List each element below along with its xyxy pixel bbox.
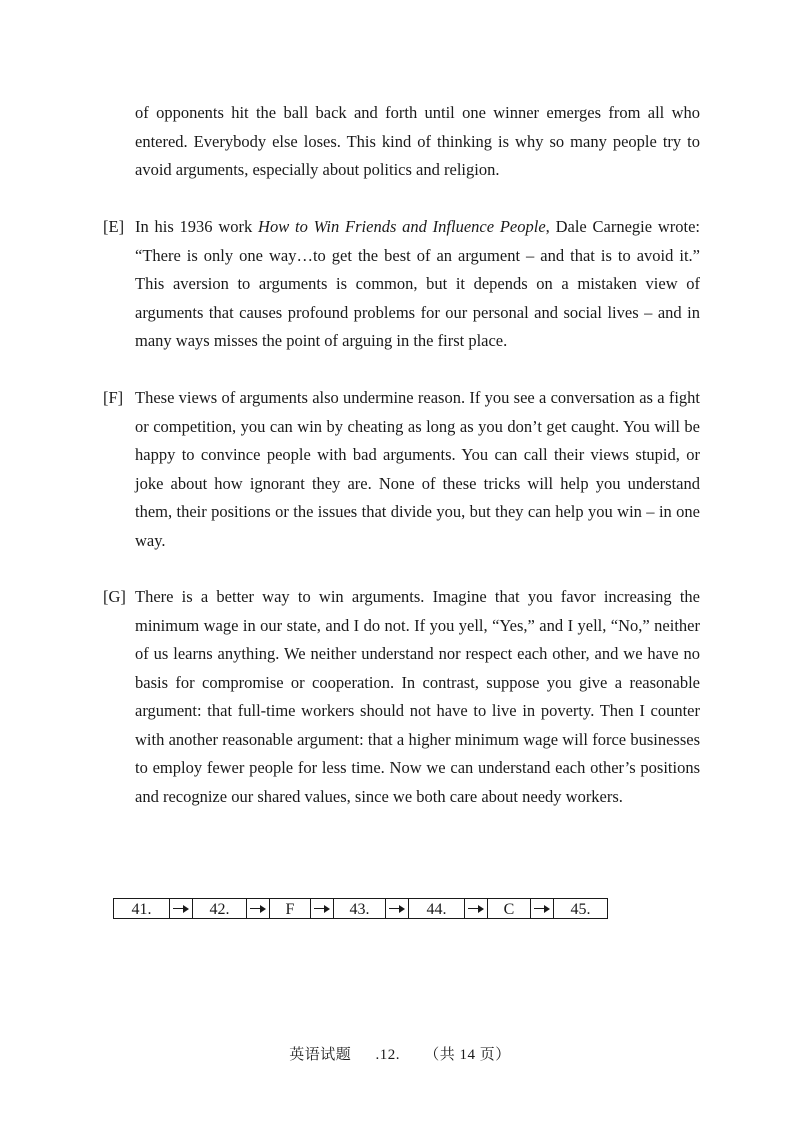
sequence-box-44: 44.: [408, 898, 465, 919]
arrow-icon: [247, 898, 269, 919]
paragraph-g: [103, 583, 700, 811]
paragraph-f: [103, 384, 700, 555]
book-title: How to Win Friends and Influence People: [258, 217, 546, 236]
footer-subject: 英语试题: [289, 1047, 352, 1063]
arrow-icon: [386, 898, 408, 919]
sequence-box-45: 45.: [553, 898, 608, 919]
arrow-icon: [170, 898, 192, 919]
sequence-box-41: 41.: [113, 898, 170, 919]
sequence-box-c: C: [487, 898, 531, 919]
paragraph-g-text: There is a better way to win arguments. Imagine that you favor increasing the minimum wage in our state, and I do not. If you yell, “Yes,” and I yell, “No,” neither of us learns anything. We neither understand nor respect each other, and we have no basis for compromise or cooperation. In contrast, suppose you give a reasonable argument: that full-time workers should not have to live in poverty. Then I counter with another reasonable argument: that a higher minimum wage will force businesses to employ fewer people for less time. Now we can understand each other’s positions and recognize our shared values, since we both care about needy workers.: [135, 587, 700, 806]
paragraph-order-sequence: [113, 898, 608, 919]
paragraph-e-tag: [E]: [103, 217, 125, 236]
arrow-icon: [311, 898, 333, 919]
sequence-box-43: 43.: [333, 898, 386, 919]
sequence-box-f: F: [269, 898, 311, 919]
paragraph-f-tag: [F]: [103, 388, 124, 407]
paragraph-f-text: These views of arguments also undermine reason. If you see a conversation as a fight or competition, you can win by cheating as long as you don’t get caught. You will be happy to convince people with bad arguments. You can call their views stupid, or joke about how ignorant they are. None of these tricks will help you understand them, their positions or the issues that divide you, but they can help you win – in one way.: [135, 388, 700, 550]
arrow-icon: [465, 898, 487, 919]
paragraph-g-tag: [G]: [103, 587, 126, 606]
paragraph-e-text-end: , Dale Carnegie wrote: “There is only one way…to get the best of an argument – and that is to avoid it.” This aversion to arguments is common, but it depends on a mistaken view of arguments that causes profound problems for our personal and social lives – and in many ways misses the point of arguing in the first place.: [135, 217, 700, 350]
paragraph-continuation-text: of opponents hit the ball back and forth until one winner emerges from all who entered. Everybody else loses. This kind of thinking is why so many people try to avoid arguments, especially about politics and religion.: [135, 103, 700, 179]
paragraph-e-text-start: In his 1936 work: [135, 217, 259, 236]
paragraph-e: [103, 213, 700, 356]
sequence-box-42: 42.: [192, 898, 247, 919]
footer-page-number: .12.: [375, 1047, 400, 1063]
footer-total-pages: （共 14 页）: [424, 1047, 511, 1063]
arrow-icon: [531, 898, 553, 919]
paragraph-continuation: [135, 99, 700, 185]
page-footer: [0, 1043, 800, 1064]
